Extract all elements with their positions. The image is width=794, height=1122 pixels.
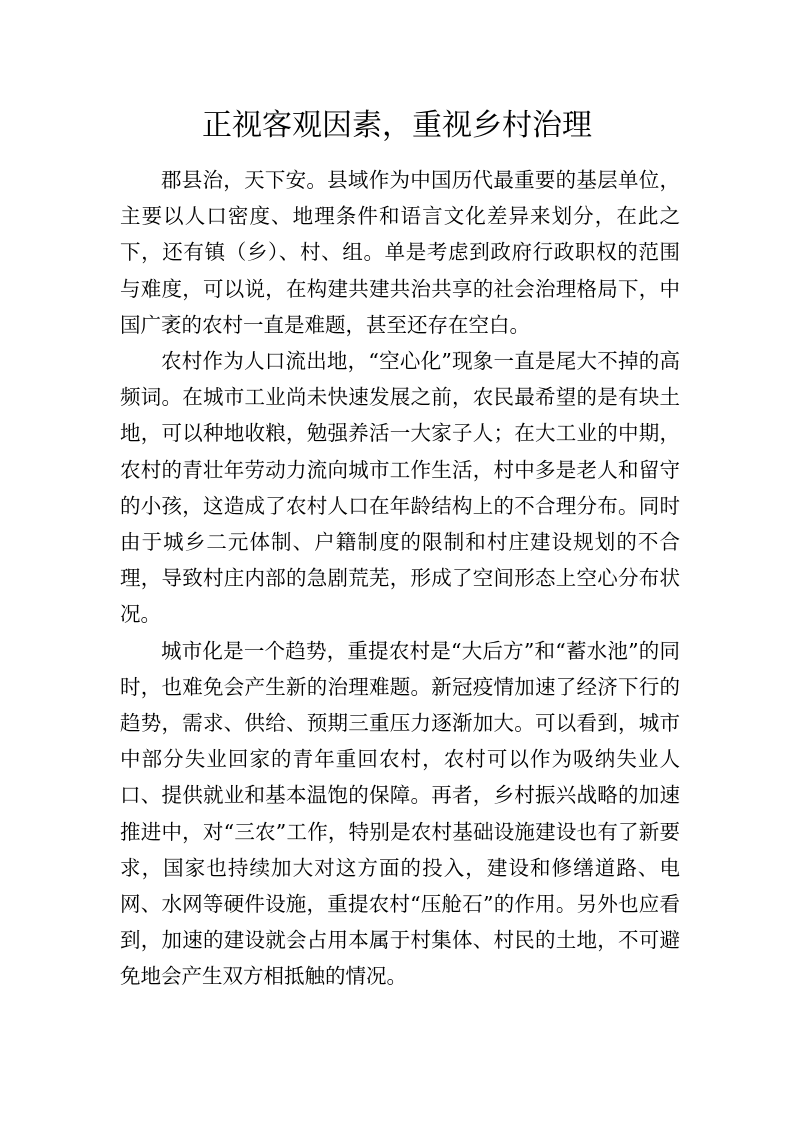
document-body [120,162,680,995]
document-title: 正视客观因素，重视乡村治理 [202,108,592,143]
paragraph-1: 郡县治，天下安。县域作为中国历代最重要的基层单位，主要以人口密度、地理条件和语言文化差异来划分，在此之下，还有镇（乡）、村、组。单是考虑到政府行政职权的范围与难度，可以说，在构建共建共治共享的社会治理格局下，中国广袤的农村一直是难题，甚至还存在空白。 [120,168,680,337]
paragraph-2: 农村作为人口流出地，“空心化”现象一直是尾大不掉的高频词。在城市工业尚未快速发展之前，农民最希望的是有块土地，可以种地收粮，勉强养活一大家子人；在大工业的中期，农村的青壮年劳动力流向城市工作生活，村中多是老人和留守的小孩，这造成了农村人口在年龄结构上的不合理分布。同时由于城乡二元体制、户籍制度的限制和村庄建设规划的不合理，导致村庄内部的急剧荒芜，形成了空间形态上空心分布状况。 [120,349,680,627]
paragraph-3: 城市化是一个趋势，重提农村是“大后方”和“蓄水池”的同时，也难免会产生新的治理难题。新冠疫情加速了经济下行的趋势，需求、供给、预期三重压力逐渐加大。可以看到，城市中部分失业回家的青年重回农村，农村可以作为吸纳失业人口、提供就业和基本温饱的保障。再者，乡村振兴战略的加速推进中，对“三农”工作，特别是农村基础设施建设也有了新要求，国家也持续加大对这方面的投入，建设和修缮道路、电网、水网等硬件设施，重提农村“压舱石”的作用。另外也应看到，加速的建设就会占用本属于村集体、村民的土地，不可避免地会产生双方相抵触的情况。 [120,638,680,989]
